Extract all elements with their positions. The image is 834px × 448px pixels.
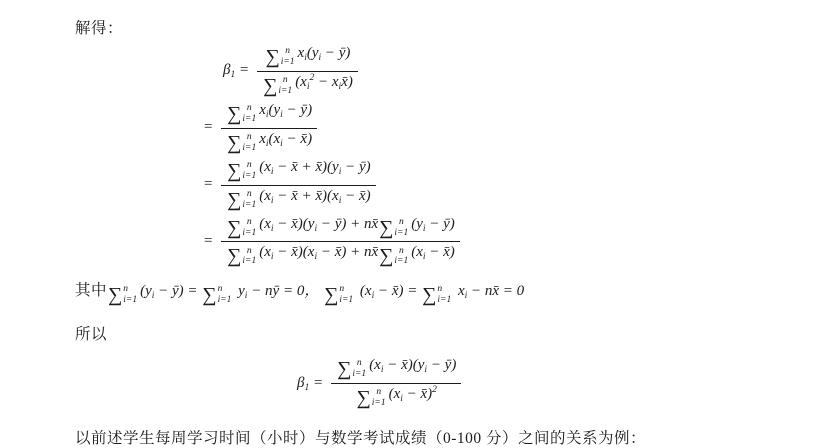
sigma-icon: ∑ bbox=[227, 245, 242, 268]
sum-lower-limit: i=1 bbox=[371, 398, 386, 409]
numerator bbox=[221, 101, 317, 129]
sigma-icon: ∑ bbox=[379, 245, 394, 268]
math-run: ($x_i$ − x̄ + $x̄)(x_i$ − x̄) bbox=[259, 187, 371, 206]
sum-lower-limit: i=1 bbox=[242, 113, 257, 124]
sum-upper-limit: n bbox=[123, 284, 129, 295]
equals-sign: = bbox=[203, 176, 214, 193]
sum-operator bbox=[227, 103, 256, 125]
sigma-icon: ∑ bbox=[356, 387, 371, 410]
fraction bbox=[221, 101, 317, 155]
math-run: $x_i(y_i$ − ȳ) bbox=[297, 45, 351, 63]
sigma-icon: ∑ bbox=[263, 74, 278, 97]
sigma-icon: ∑ bbox=[265, 46, 280, 68]
sum-upper-limit: n bbox=[398, 245, 404, 256]
math-run: $x_i(y_i$ − ȳ) bbox=[259, 101, 313, 120]
denominator bbox=[257, 72, 358, 98]
equals-sign: = bbox=[203, 119, 214, 136]
math-run: ($x_i$ − x̄ + $x̄)(y_i$ − ȳ) bbox=[259, 158, 371, 177]
sigma-icon: ∑ bbox=[422, 284, 437, 307]
numerator bbox=[257, 44, 358, 72]
sum-lower-limit: i=1 bbox=[242, 199, 257, 210]
derivation-block bbox=[75, 44, 834, 268]
sum-lower-limit: i=1 bbox=[352, 369, 367, 380]
sum-lower-limit: i=1 bbox=[217, 295, 232, 306]
sum-operator bbox=[227, 246, 256, 268]
math-run: $y_i$ − nȳ = 0， bbox=[234, 283, 324, 302]
sum-upper-limit: n bbox=[376, 387, 382, 398]
math-run: ($x_i$ − $x̄)(x_i$ − x̄) + nx̄ bbox=[259, 244, 379, 263]
sum-operator bbox=[227, 189, 256, 211]
denominator bbox=[221, 186, 376, 212]
derivation-line-2 bbox=[203, 101, 834, 155]
sigma-icon: ∑ bbox=[337, 358, 352, 381]
fraction bbox=[331, 356, 461, 410]
sigma-icon: ∑ bbox=[227, 216, 242, 239]
fraction bbox=[221, 158, 376, 212]
sigma-icon: ∑ bbox=[202, 284, 217, 307]
sum-upper-limit: n bbox=[246, 216, 252, 227]
sum-lower-limit: i=1 bbox=[280, 57, 295, 67]
sum-upper-limit: n bbox=[285, 46, 291, 57]
sum-upper-limit: n bbox=[246, 102, 252, 113]
numerator bbox=[221, 215, 460, 243]
math-run: ($x_i^2$ − $x_ix̄$) bbox=[295, 72, 353, 92]
beta1-lhs: $\beta_1$ = bbox=[297, 374, 324, 393]
sum-operator bbox=[357, 387, 386, 409]
sum-operator bbox=[227, 217, 256, 239]
math-run: ($x_i$ − $x̄)(y_i$ − ȳ) bbox=[369, 357, 457, 376]
denominator bbox=[221, 242, 460, 268]
numerator bbox=[221, 158, 376, 186]
sum-upper-limit: n bbox=[246, 131, 252, 142]
numerator bbox=[331, 356, 461, 384]
sum-upper-limit: n bbox=[246, 159, 252, 170]
sigma-icon: ∑ bbox=[227, 102, 242, 125]
sum-operator bbox=[337, 358, 366, 380]
math-run: ($y_i$ − ȳ) bbox=[411, 215, 455, 234]
denominator bbox=[331, 384, 461, 410]
sum-upper-limit: n bbox=[339, 284, 345, 295]
sum-lower-limit: i=1 bbox=[242, 256, 257, 267]
sum-operator bbox=[263, 75, 292, 97]
sum-operator bbox=[265, 46, 294, 68]
final-equation bbox=[297, 356, 834, 410]
sum-operator bbox=[227, 160, 256, 182]
derivation-line-4 bbox=[203, 215, 834, 269]
math-run: ($x_i$ − x̄)$^2$ bbox=[388, 385, 437, 405]
sum-lower-limit: i=1 bbox=[242, 227, 257, 238]
math-run: $x_i$ − nx̄ = 0 bbox=[454, 283, 525, 302]
heading-jiede: 解得： bbox=[75, 20, 124, 37]
sum-upper-limit: n bbox=[398, 216, 404, 227]
beta1-lhs: $\beta_1$ = bbox=[223, 62, 250, 81]
sigma-icon: ∑ bbox=[227, 131, 242, 154]
math-run: ($y_i$ − ȳ) = bbox=[140, 283, 202, 302]
sum-upper-limit: n bbox=[217, 284, 223, 295]
denominator bbox=[221, 129, 317, 155]
sum-lower-limit: i=1 bbox=[394, 227, 409, 238]
sum-operator bbox=[379, 246, 408, 268]
sum-upper-limit: n bbox=[437, 284, 443, 295]
sum-upper-limit: n bbox=[356, 358, 362, 369]
sum-lower-limit: i=1 bbox=[437, 295, 452, 306]
sigma-icon: ∑ bbox=[379, 216, 394, 239]
sigma-icon: ∑ bbox=[227, 159, 242, 182]
suoyi-label: 所以 bbox=[75, 326, 108, 344]
identity-line bbox=[75, 278, 834, 306]
sum-operator bbox=[227, 132, 256, 154]
derivation-line-1 bbox=[223, 44, 834, 98]
sum-lower-limit: i=1 bbox=[278, 85, 293, 96]
sum-operator bbox=[324, 284, 353, 306]
qizhong-label: 其中 bbox=[75, 282, 108, 300]
sum-upper-limit: n bbox=[246, 188, 252, 199]
sigma-icon: ∑ bbox=[324, 284, 339, 307]
sum-lower-limit: i=1 bbox=[123, 295, 138, 306]
derivation-line-3 bbox=[203, 158, 834, 212]
sum-operator bbox=[422, 284, 451, 306]
math-run: ($x_i$ − x̄) bbox=[411, 244, 455, 263]
sigma-icon: ∑ bbox=[108, 284, 123, 307]
sum-upper-limit: n bbox=[282, 75, 288, 85]
sum-operator bbox=[202, 284, 231, 306]
sum-upper-limit: n bbox=[246, 245, 252, 256]
equals-sign: = bbox=[203, 232, 214, 249]
fraction bbox=[257, 44, 358, 98]
sum-lower-limit: i=1 bbox=[242, 142, 257, 153]
sum-lower-limit: i=1 bbox=[242, 170, 257, 181]
math-run: ($x_i$ − x̄) = bbox=[356, 283, 422, 302]
sum-lower-limit: i=1 bbox=[394, 256, 409, 267]
sum-lower-limit: i=1 bbox=[339, 295, 354, 306]
sigma-icon: ∑ bbox=[227, 188, 242, 211]
sum-operator bbox=[108, 284, 137, 306]
fraction bbox=[221, 215, 460, 269]
sum-operator bbox=[379, 217, 408, 239]
math-run: ($x_i$ − $x̄)(y_i$ − ȳ) + nx̄ bbox=[259, 215, 379, 234]
math-run: $x_i(x_i$ − x̄) bbox=[259, 130, 313, 149]
closing-paragraph: 以前述学生每周学习时间（小时）与数学考试成绩（0-100 分）之间的关系为例： bbox=[75, 430, 647, 448]
